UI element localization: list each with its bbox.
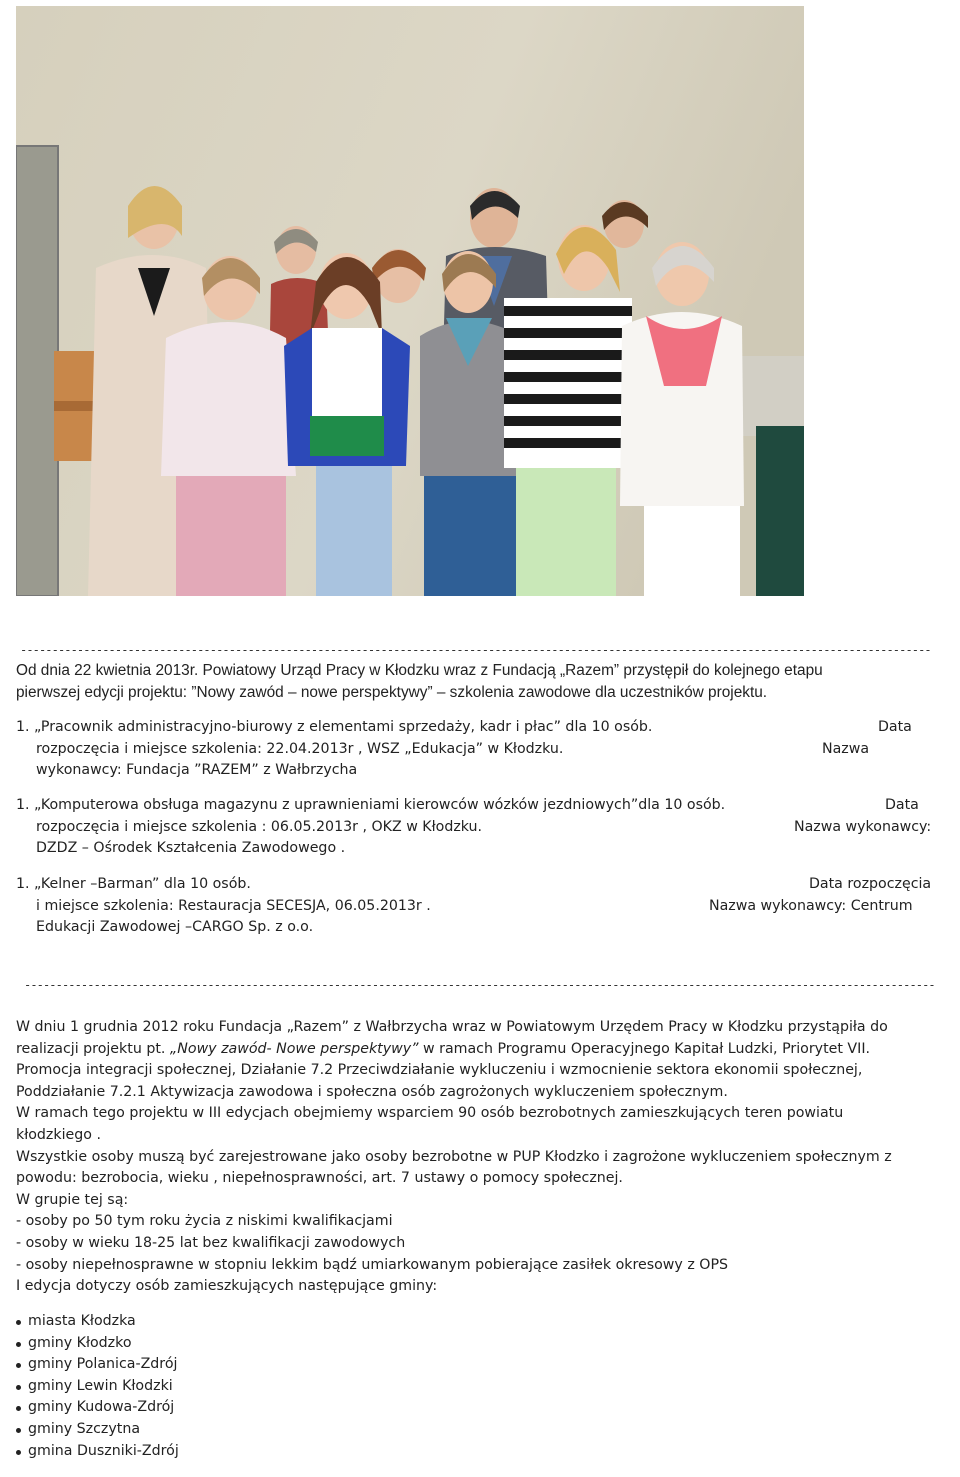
info-line: I edycja dotyczy osób zamieszkujących następujące gminy:: [16, 1278, 438, 1295]
list-item: gmina Duszniki-Zdrój: [16, 1441, 179, 1463]
course-details: rozpoczęcia i miejsce szkolenia: 22.04.2013r , WSZ „Edukacja” w Kłodzku.: [36, 740, 564, 757]
group-item: - osoby w wieku 18-25 lat bez kwalifikacji zawodowych: [16, 1234, 406, 1251]
group-item: - osoby po 50 tym roku życia z niskimi kwalifikacjami: [16, 1213, 393, 1230]
info-line: Poddziałanie 7.2.1 Aktywizacja zawodowa i społeczna osób zagrożonych wykluczeniem społecznym.: [16, 1083, 728, 1100]
info-line: W ramach tego projektu w III edycjach obejmiemy wsparciem 90 osób bezrobotnych zamieszkujących teren powiatu: [16, 1105, 844, 1122]
course-label: Data rozpoczęcia: [809, 876, 932, 892]
course-label: Data: [878, 719, 912, 735]
info-line: kłodzkiego .: [16, 1126, 101, 1143]
project-info: [16, 1017, 946, 1298]
list-item: gminy Polanica-Zdrój: [16, 1354, 179, 1376]
course-title: 1. „Komputerowa obsługa magazynu z uprawnieniami kierowców wózków jezdniowych”dla 10 osób.: [16, 797, 726, 813]
info-line: Promocja integracji społecznej, Działanie 7.2 Przeciwdziałanie wykluczeniu i wzmocnienie sektora ekonomii społecznej,: [16, 1062, 863, 1079]
separator-line: ------------------------------------------------------------------------------------------------------------------------------------------------: [20, 643, 931, 657]
course-details: i miejsce szkolenia: Restauracja SECESJA, 06.05.2013r .: [36, 897, 431, 914]
course-provider: Edukacji Zawodowej –CARGO Sp. z o.o.: [36, 919, 314, 935]
list-item: gminy Kłodzko: [16, 1333, 179, 1355]
course-label: Nazwa wykonawcy:: [794, 818, 932, 835]
info-line: realizacji projektu pt. „Nowy zawód- Nowe perspektywy” w ramach Programu Operacyjnego Kapitał Ludzki, Priorytet VII.: [16, 1040, 871, 1057]
list-item: gminy Szczytna: [16, 1419, 179, 1441]
course-label: Nazwa: [822, 740, 870, 757]
course-label: Nazwa wykonawcy: Centrum: [709, 897, 913, 914]
gminy-list: [16, 1311, 179, 1462]
intro-paragraph: [16, 660, 946, 703]
info-line: W grupie tej są:: [16, 1191, 129, 1208]
info-line: powodu: bezrobocia, wieku , niepełnosprawności, art. 7 ustawy o pomocy społecznej.: [16, 1170, 623, 1187]
info-line: Wszystkie osoby muszą być zarejestrowane jako osoby bezrobotne w PUP Kłodzko i zagrożone wykluczeniem społecznym z: [16, 1148, 892, 1165]
list-item: gminy Lewin Kłodzki: [16, 1376, 179, 1398]
project-title: „Nowy zawód- Nowe perspektywy”: [169, 1040, 419, 1057]
course-title: 1. „Kelner –Barman” dla 10 osób.: [16, 876, 251, 892]
group-photo: [16, 6, 804, 596]
course-details: rozpoczęcia i miejsce szkolenia : 06.05.2013r , OKZ w Kłodzku.: [36, 818, 483, 835]
course-title: 1. „Pracownik administracyjno-biurowy z elementami sprzedaży, kadr i płac” dla 10 osób.: [16, 719, 653, 735]
course-provider: wykonawcy: Fundacja ”RAZEM” z Wałbrzycha: [36, 762, 358, 778]
course-provider: DZDZ – Ośrodek Kształcenia Zawodowego .: [36, 840, 346, 856]
intro-line: Od dnia 22 kwietnia 2013r. Powiatowy Urząd Pracy w Kłodzku wraz z Fundacją „Razem” przystępił do kolejnego etapu: [16, 662, 823, 679]
course-item: [16, 874, 946, 939]
separator-line: ------------------------------------------------------------------------------------------------------------------------------------------------: [24, 978, 935, 992]
info-line: W dniu 1 grudnia 2012 roku Fundacja „Razem” z Wałbrzycha wraz w Powiatowym Urzędem Pracy w Kłodzku przystąpiła do: [16, 1019, 888, 1035]
course-label: Data: [885, 797, 919, 813]
intro-line: pierwszej edycji projektu: ”Nowy zawód – nowe perspektywy” – szkolenia zawodowe dla uczestników projektu.: [16, 683, 768, 701]
course-item: [16, 717, 946, 782]
list-item: miasta Kłodzka: [16, 1311, 179, 1333]
course-item: [16, 795, 946, 860]
group-item: - osoby niepełnosprawne w stopniu lekkim bądź umiarkowanym pobierające zasiłek okresowy z OPS: [16, 1256, 728, 1273]
list-item: gminy Kudowa-Zdrój: [16, 1397, 179, 1419]
